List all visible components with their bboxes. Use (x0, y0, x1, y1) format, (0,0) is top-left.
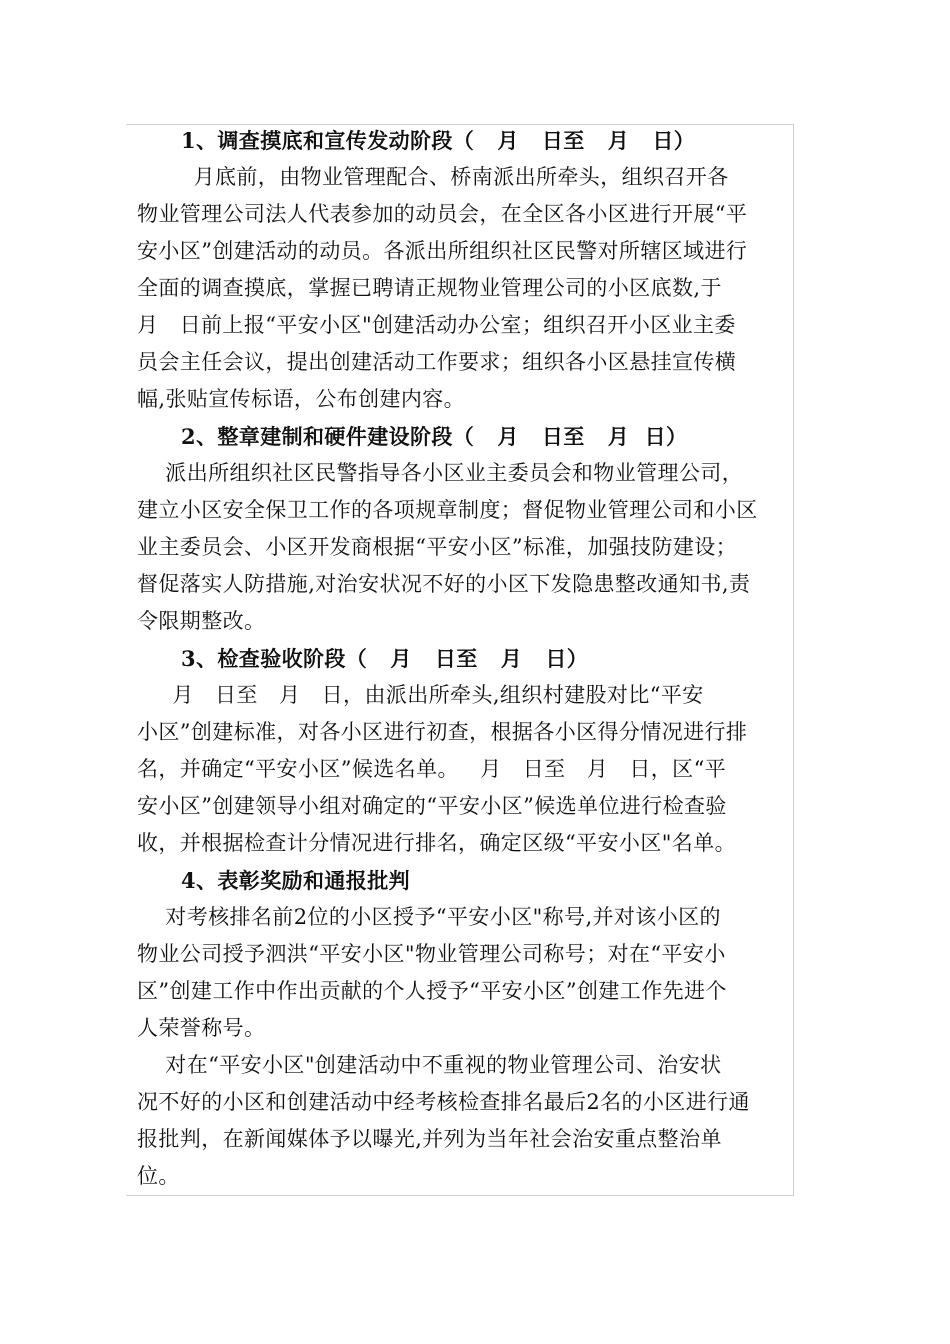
paragraph-line: 月 日前上报“平安小区"创建活动办公室；组织召开小区业主委 (137, 313, 736, 337)
paragraph-line: 月 日至 月 日，由派出所牵头,组织村建股对比“平安 (137, 683, 704, 707)
paragraph-line: 区”创建工作中作出贡献的个人授予“平安小区”创建工作先进个 (137, 979, 727, 1003)
paragraph-line: 建立小区安全保卫工作的各项规章制度；督促物业管理公司和小区 (137, 498, 758, 522)
paragraph-line: 幅,张贴宣传标语，公布创建内容。 (137, 387, 466, 411)
paragraph-line: 员会主任会议，提出创建活动工作要求；组织各小区悬挂宣传横 (137, 350, 737, 374)
paragraph-line: 位。 (137, 1164, 180, 1188)
section-heading-2: 2、整章建制和硬件建设阶段（ 月 日至 月 日） (181, 424, 688, 449)
paragraph-line: 对在“平安小区"创建活动中不重视的物业管理公司、治安状 (137, 1053, 722, 1077)
paragraph-line: 安小区”创建领导小组对确定的“平安小区”候选单位进行检查验 (137, 794, 727, 818)
paragraph-line: 名，并确定“平安小区”候选名单。 月 日至 月 日，区“平 (137, 757, 727, 781)
paragraph-line: 况不好的小区和创建活动中经考核检查排名最后2名的小区进行通 (137, 1090, 750, 1114)
section-heading-3: 3、检查验收阶段（ 月 日至 月 日） (181, 646, 589, 671)
paragraph-line: 月底前，由物业管理配合、桥南派出所牵头，组织召开各 (137, 165, 729, 189)
document-body (137, 122, 785, 1195)
section-heading-4: 4、表彰奖励和通报批判 (181, 868, 411, 893)
section-heading-1: 1、调查摸底和宣传发动阶段（ 月 日至 月 日） (181, 128, 696, 153)
paragraph-line: 安小区”创建活动的动员。各派出所组织社区民警对所辖区域进行 (137, 239, 748, 263)
paragraph-line: 全面的调查摸底，掌握已聘请正规物业管理公司的小区底数,于 (137, 276, 722, 300)
paragraph-line: 物业公司授予泗洪“平安小区"物业管理公司称号；对在“平安小 (137, 942, 726, 966)
paragraph-line: 业主委员会、小区开发商根据“平安小区”标准，加强技防建设； (137, 535, 738, 559)
paragraph-line: 对考核排名前2位的小区授予“平安小区"称号,并对该小区的 (137, 905, 721, 929)
paragraph-line: 小区”创建标准，对各小区进行初查，根据各小区得分情况进行排 (137, 720, 748, 744)
paragraph-line: 督促落实人防措施,对治安状况不好的小区下发隐患整改通知书,责 (137, 572, 751, 596)
paragraph-line: 令限期整改。 (137, 609, 266, 633)
paragraph-line: 派出所组织社区民警指导各小区业主委员会和物业管理公司， (137, 461, 744, 485)
paragraph-line: 人荣誉称号。 (137, 1016, 266, 1040)
paragraph-line: 报批判，在新闻媒体予以曝光,并列为当年社会治安重点整治单 (137, 1127, 722, 1151)
paragraph-line: 物业管理公司法人代表参加的动员会，在全区各小区进行开展“平 (137, 202, 748, 226)
paragraph-line: 收，并根据检查计分情况进行排名，确定区级“平安小区"名单。 (137, 831, 736, 855)
